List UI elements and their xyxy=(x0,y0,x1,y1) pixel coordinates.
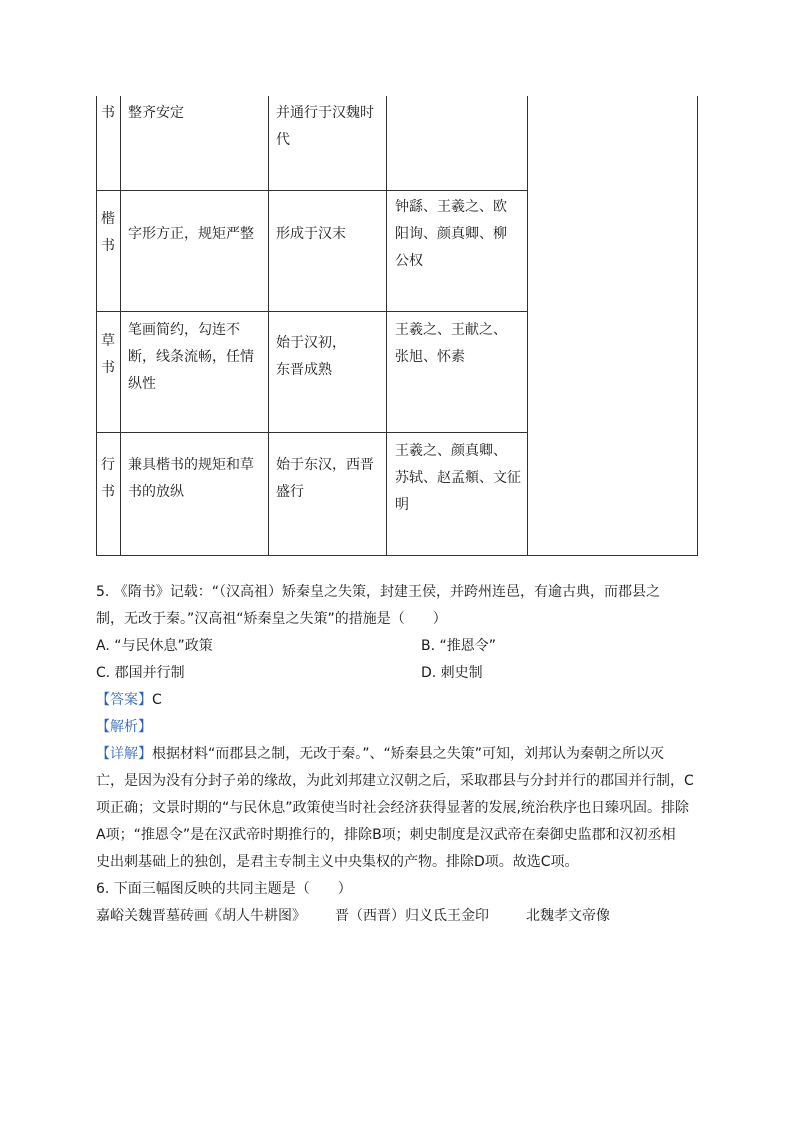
artists-line: 王羲之、颜真卿、 xyxy=(395,443,507,459)
feature-line: 兼具楷书的规矩和草 xyxy=(128,457,254,473)
calligraphy-table xyxy=(96,96,698,556)
q5-detail-line: 亡，是因为没有分封子弟的缘故，为此刘邦建立汉朝之后，采取郡县与分封并行的郡国并行制，C xyxy=(96,773,694,789)
period-line: 始于东汉，西晋 xyxy=(276,457,374,473)
feature-line: 断，线条流畅，任情 xyxy=(128,349,254,365)
q6-caption-3: 北魏孝文帝像 xyxy=(526,908,610,924)
q5-stem-line: 5. 《隋书》记载：“（汉高祖）矫秦皇之失策，封建王侯，并跨州连邑，有逾古典，而郡县之 xyxy=(96,584,661,600)
period-line: 东晋成熟 xyxy=(276,362,332,378)
artists-cell xyxy=(395,317,507,371)
script-name-cell xyxy=(97,452,119,506)
table-col-divider xyxy=(527,96,528,556)
feature-cell xyxy=(128,452,254,506)
script-name-char: 书 xyxy=(101,484,115,500)
analysis-tag: 【解析】 xyxy=(96,719,152,735)
period-cell xyxy=(276,330,346,384)
q6-stem: 6. 下面三幅图反映的共同主题是（ ） xyxy=(96,881,352,897)
script-name-char: 草 xyxy=(101,333,115,349)
script-name-char: 书 xyxy=(101,360,115,376)
feature-cell xyxy=(128,221,254,248)
feature-cell xyxy=(128,317,254,398)
period-line: 盛行 xyxy=(276,484,304,500)
q5-stem-line: 制，无改于秦。”汉高祖“矫秦皇之失策”的措施是（ ） xyxy=(96,611,447,627)
period-cell xyxy=(276,100,374,154)
artists-line: 王羲之、王献之、 xyxy=(395,322,507,338)
table-border-bottom xyxy=(96,555,698,556)
answer-value: C xyxy=(152,692,162,708)
table-border-right xyxy=(697,96,698,556)
artists-line: 苏轼、赵孟頫、文征 xyxy=(395,470,521,486)
table-row-divider xyxy=(96,311,528,312)
artists-cell xyxy=(395,438,521,519)
answer-tag: 【答案】 xyxy=(96,692,152,708)
script-name-cell xyxy=(97,328,119,382)
artists-line: 明 xyxy=(395,497,409,513)
detail-text: 根据材料“而郡县之制，无改于秦。”、“矫秦县之失策”可知，刘邦认为秦朝之所以灭 xyxy=(152,746,665,762)
script-name-char: 行 xyxy=(101,457,115,473)
period-line: 并通行于汉魏时 xyxy=(276,105,374,121)
q5-answer xyxy=(96,689,162,709)
table-col-divider xyxy=(268,96,269,556)
artists-line: 公权 xyxy=(395,253,423,269)
script-name-char: 楷 xyxy=(101,211,115,227)
q5-option-b: B. “推恩令” xyxy=(421,638,497,654)
artists-cell xyxy=(395,194,507,275)
artists-line: 张旭、怀素 xyxy=(395,349,465,365)
detail-tag: 【详解】 xyxy=(96,746,152,762)
q5-analysis xyxy=(96,716,152,736)
feature-line: 书的放纵 xyxy=(128,484,184,500)
q5-option-c: C. 郡国并行制 xyxy=(96,665,185,681)
q5-detail-line: 史出刺基础上的独创，是君主专制主义中央集权的产物。排除D项。故选C项。 xyxy=(96,854,579,870)
script-name-cell xyxy=(97,100,119,127)
q5-option-a: A. “与民休息”政策 xyxy=(96,638,213,654)
q5-option-d: D. 刺史制 xyxy=(421,665,483,681)
script-name-char: 书 xyxy=(101,105,115,121)
q6-caption-1: 嘉峪关魏晋墓砖画《胡人牛耕图》 xyxy=(96,908,306,924)
feature-cell xyxy=(128,100,184,127)
table-row-divider xyxy=(96,432,528,433)
table-col-divider xyxy=(386,96,387,556)
period-line: 代 xyxy=(276,132,290,148)
q5-detail-line: 项正确；文景时期的“与民休息”政策使当时社会经济获得显著的发展,统治秩序也日臻巩固。排除 xyxy=(96,800,689,816)
artists-line: 钟繇、王羲之、欧 xyxy=(395,199,507,215)
period-cell xyxy=(276,221,346,248)
table-row-divider xyxy=(96,190,528,191)
q5-detail-line: A项；“推恩令”是在汉武帝时期推行的，排除B项；刺史制度是汉武帝在秦御史监郡和汉初丞相 xyxy=(96,827,676,843)
period-cell xyxy=(276,452,374,506)
feature-line: 字形方正，规矩严整 xyxy=(128,226,254,242)
period-line: 形成于汉末 xyxy=(276,226,346,242)
feature-line: 笔画简约，勾连不 xyxy=(128,322,240,338)
period-line: 始于汉初， xyxy=(276,335,346,351)
artists-line: 阳询、颜真卿、柳 xyxy=(395,226,507,242)
feature-line: 整齐安定 xyxy=(128,105,184,121)
table-col-divider xyxy=(120,96,121,556)
q6-caption-2: 晋（西晋）归义氐王金印 xyxy=(335,908,489,924)
q5-detail-line xyxy=(96,743,664,763)
script-name-cell xyxy=(97,206,119,260)
script-name-char: 书 xyxy=(101,238,115,254)
feature-line: 纵性 xyxy=(128,376,156,392)
